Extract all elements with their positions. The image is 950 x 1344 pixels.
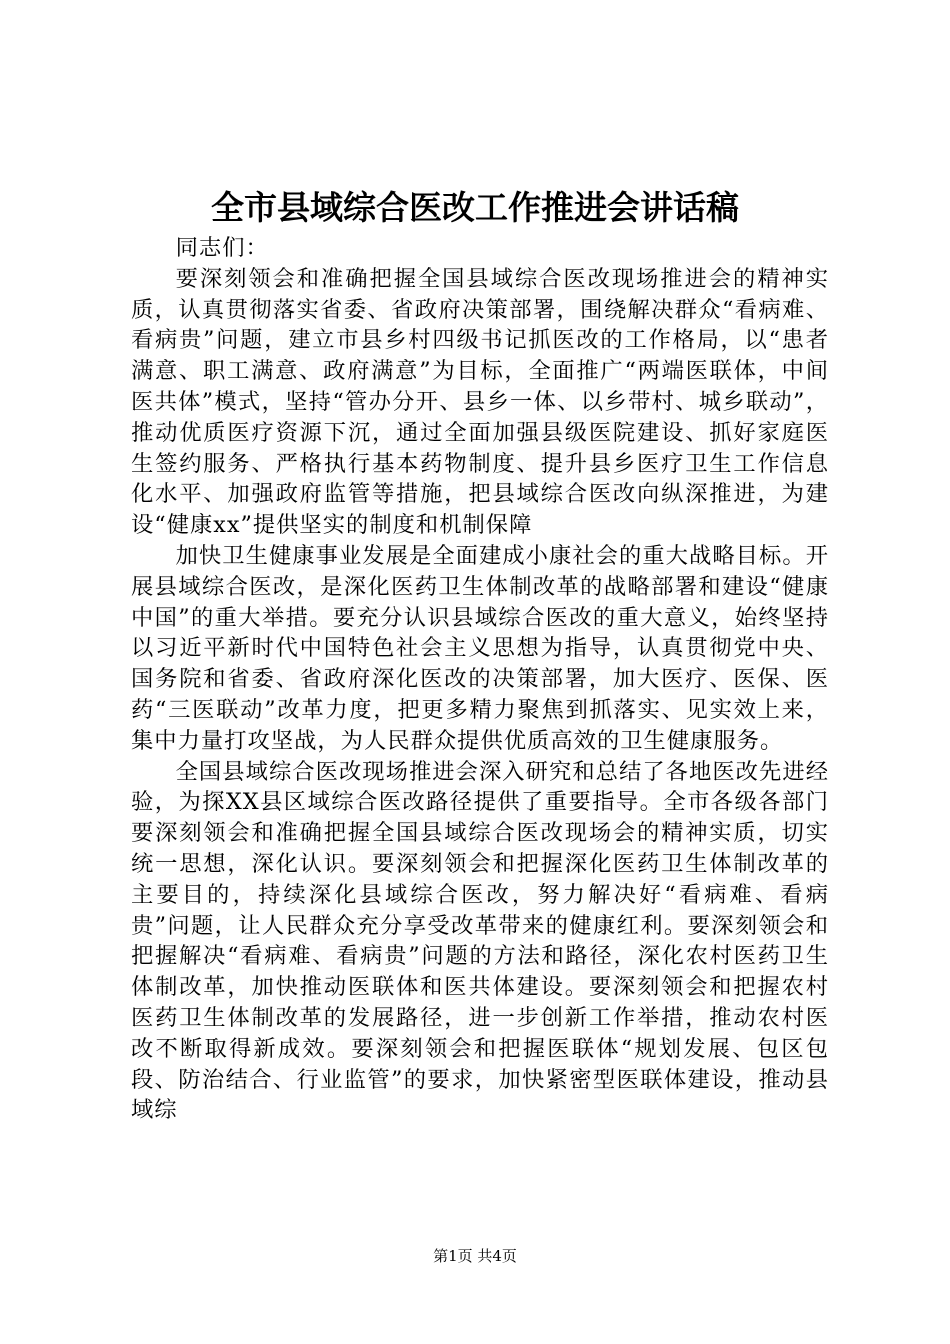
page-number-footer: 第1页 共4页: [433, 1247, 517, 1265]
body-paragraph-1: 要深刻领会和准确把握全国县域综合医改现场推进会的精神实质，认真贯彻落实省委、省政府决策部署，围绕解决群众“看病难、看病贵”问题，建立市县乡村四级书记抓医改的工作格局，以“患者满意、职工满意、政府满意”为目标，全面推广“两端医联体，中间医共体”模式，坚持“管办分开、县乡一体、以乡带村、城乡联动”，推动优质医疗资源下沉，通过全面加强县级医院建设、抓好家庭医生签约服务、严格执行基本药物制度、提升县乡医疗卫生工作信息化水平、加强政府监管等措施，把县域综合医改向纵深推进，为建设“健康xx”提供坚实的制度和机制保障: [131, 265, 829, 539]
salutation-paragraph: 同志们：: [175, 235, 269, 261]
document-title: 全市县域综合医改工作推进会讲话稿: [211, 188, 739, 227]
body-paragraph-2: 加快卫生健康事业发展是全面建成小康社会的重大战略目标。开展县域综合医改，是深化医药卫生体制改革的战略部署和建设“健康中国”的重大举措。要充分认识县域综合医改的重大意义，始终坚持以习近平新时代中国特色社会主义思想为指导，认真贯彻党中央、国务院和省委、省政府深化医改的决策部署，加大医疗、医保、医药“三医联动”改革力度，把更多精力聚焦到抓落实、见实效上来，集中力量打攻坚战，为人民群众提供优质高效的卫生健康服务。: [131, 542, 829, 754]
body-paragraph-3: 全国县域综合医改现场推进会深入研究和总结了各地医改先进经验，为探XX县区域综合医改路径提供了重要指导。全市各级各部门要深刻领会和准确把握全国县域综合医改现场会的精神实质，切实统一思想，深化认识。要深刻领会和把握深化医药卫生体制改革的主要目的，持续深化县域综合医改，努力解决好“看病难、看病贵”问题，让人民群众充分享受改革带来的健康红利。要深刻领会和把握解决“看病难、看病贵”问题的方法和路径，深化农村医药卫生体制改革，加快推动医联体和医共体建设。要深刻领会和把握农村医药卫生体制改革的发展路径，进一步创新工作举措，推动农村医改不断取得新成效。要深刻领会和把握医联体“规划发展、包区包段、防治结合、行业监管”的要求，加快紧密型医联体建设，推动县域综: [131, 758, 829, 1124]
document-body: [131, 233, 829, 1126]
